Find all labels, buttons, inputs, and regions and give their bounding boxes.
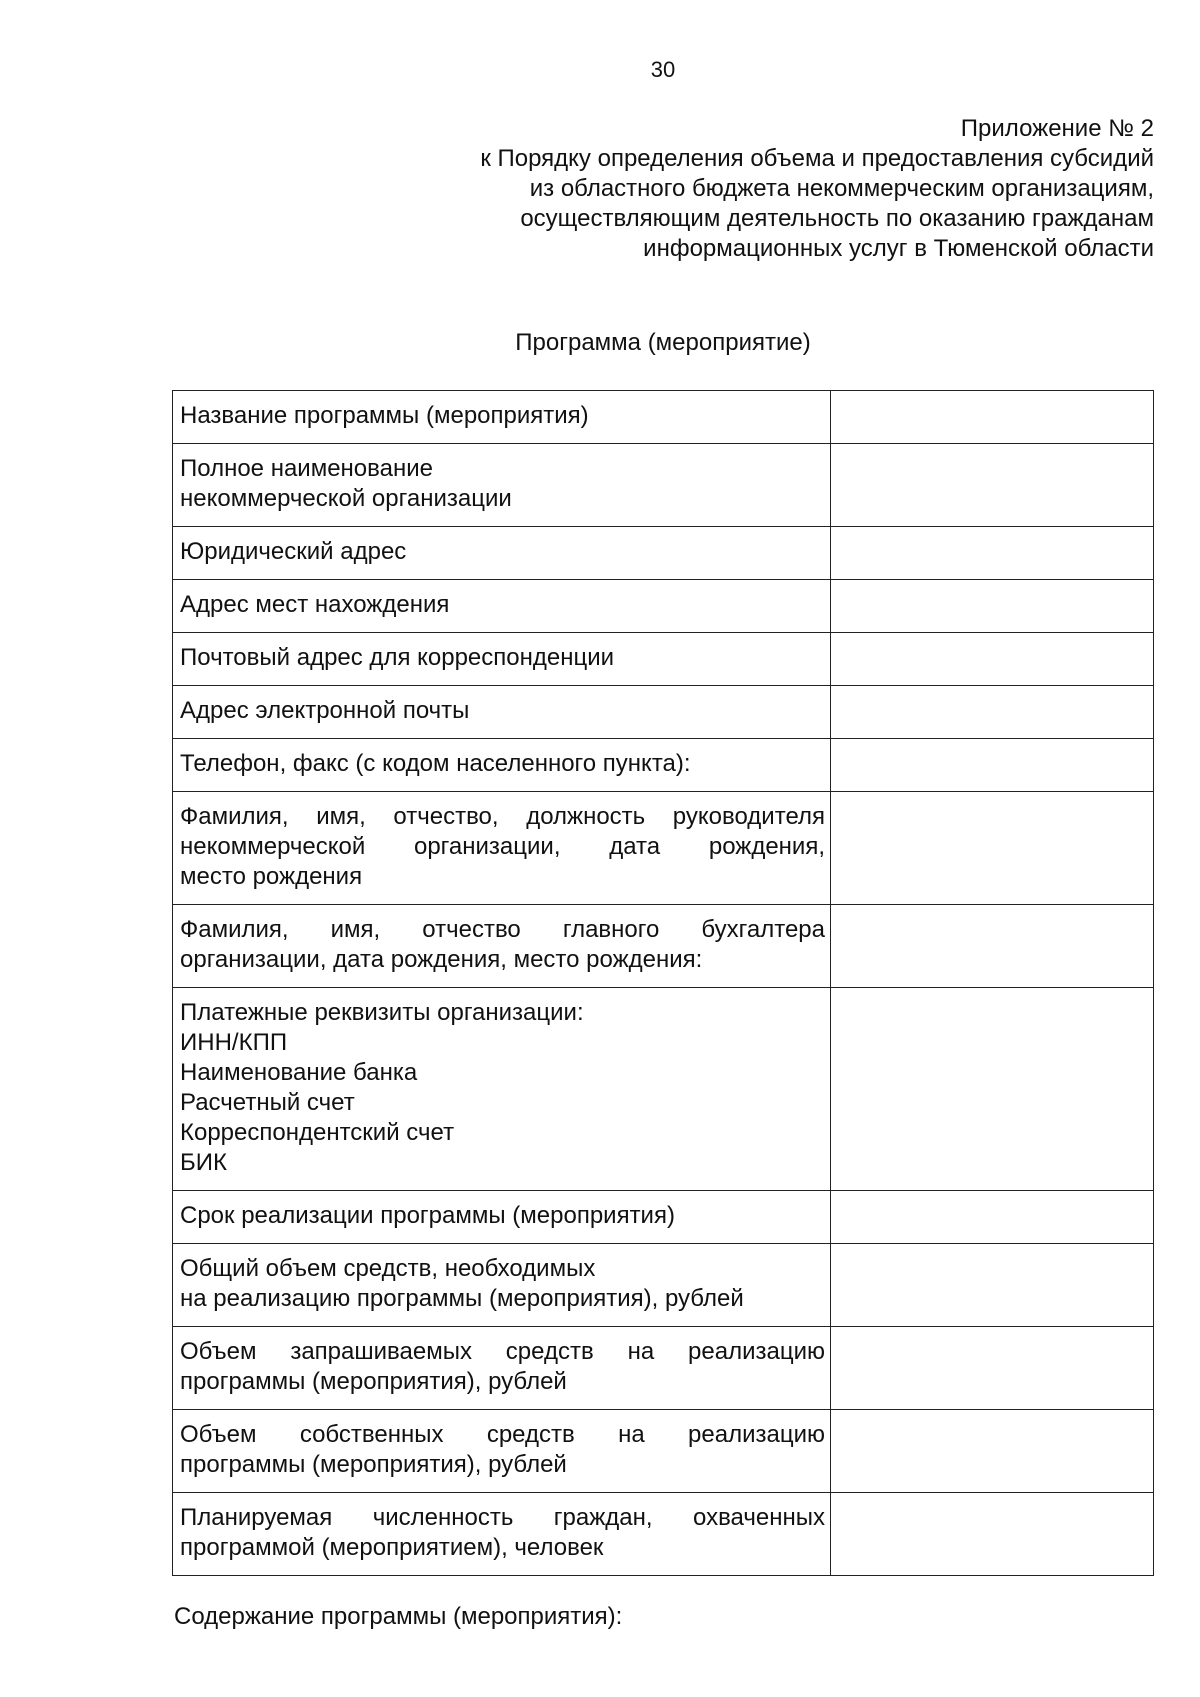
row-label — [173, 527, 831, 580]
row-value-cell[interactable] — [831, 633, 1154, 686]
row-label-line: Адрес электронной почты — [180, 697, 470, 724]
row-value-cell[interactable] — [831, 391, 1154, 444]
row-value-cell[interactable] — [831, 1410, 1154, 1493]
row-value-cell[interactable] — [831, 686, 1154, 739]
row-label-line: Объем собственных средств на реализацию — [180, 1421, 825, 1448]
row-label-line: программы (мероприятия), рублей — [180, 1368, 567, 1395]
row-label — [173, 988, 831, 1191]
row-value-cell[interactable] — [831, 444, 1154, 527]
row-label-line: организации, дата рождения, место рождения: — [180, 946, 703, 973]
table-row — [173, 1327, 1154, 1410]
row-label — [173, 1327, 831, 1410]
row-label — [173, 391, 831, 444]
row-label-line: Планируемая численность граждан, охваченных — [180, 1504, 825, 1531]
row-value-cell[interactable] — [831, 988, 1154, 1191]
row-label-line: на реализацию программы (мероприятия), рублей — [180, 1285, 744, 1312]
row-label — [173, 792, 831, 905]
row-value-cell[interactable] — [831, 739, 1154, 792]
row-label-line: Название программы (мероприятия) — [180, 402, 589, 429]
table-row — [173, 580, 1154, 633]
row-label — [173, 1410, 831, 1493]
appendix-line: из областного бюджета некоммерческим организациям, — [529, 175, 1154, 202]
appendix-line: к Порядку определения объема и предоставления субсидий — [480, 145, 1154, 172]
row-label — [173, 739, 831, 792]
row-value-cell[interactable] — [831, 580, 1154, 633]
row-label-line: Фамилия, имя, отчество, должность руководителя — [180, 803, 825, 830]
row-label-line: БИК — [180, 1149, 227, 1176]
row-label-line: Платежные реквизиты организации: — [180, 999, 584, 1026]
appendix-header — [314, 114, 1154, 264]
row-label — [173, 444, 831, 527]
table-row — [173, 391, 1154, 444]
table-row — [173, 988, 1154, 1191]
row-value-cell[interactable] — [831, 792, 1154, 905]
page-number: 30 — [650, 57, 676, 82]
row-label-line: программы (мероприятия), рублей — [180, 1451, 567, 1478]
row-label-line: Фамилия, имя, отчество главного бухгалтера — [180, 916, 825, 943]
row-label-line: Объем запрашиваемых средств на реализацию — [180, 1338, 825, 1365]
table-row — [173, 792, 1154, 905]
row-value-cell[interactable] — [831, 1244, 1154, 1327]
appendix-line: информационных услуг в Тюменской области — [643, 235, 1154, 262]
table-row — [173, 444, 1154, 527]
row-label — [173, 1244, 831, 1327]
table-row — [173, 1493, 1154, 1576]
row-value-cell[interactable] — [831, 527, 1154, 580]
appendix-line: осуществляющим деятельность по оказанию гражданам — [520, 205, 1154, 232]
row-label-line: некоммерческой организации — [180, 485, 512, 512]
row-label-line: Корреспондентский счет — [180, 1119, 455, 1146]
row-label — [173, 1493, 831, 1576]
row-label-line: Расчетный счет — [180, 1089, 355, 1116]
row-value-cell[interactable] — [831, 1191, 1154, 1244]
table-row — [173, 527, 1154, 580]
appendix-line: Приложение № 2 — [960, 115, 1154, 142]
row-label — [173, 633, 831, 686]
row-value-cell[interactable] — [831, 1327, 1154, 1410]
row-label-line: Полное наименование — [180, 455, 433, 482]
program-info-table — [172, 390, 1154, 1576]
contents-heading: Содержание программы (мероприятия): — [174, 1603, 623, 1630]
row-label — [173, 580, 831, 633]
row-label-line: Юридический адрес — [180, 538, 407, 565]
row-label-line: Наименование банка — [180, 1059, 418, 1086]
table-row — [173, 739, 1154, 792]
row-label — [173, 686, 831, 739]
row-label-line: Телефон, факс (с кодом населенного пункта): — [180, 750, 691, 777]
row-label — [173, 1191, 831, 1244]
row-label-line: Адрес мест нахождения — [180, 591, 450, 618]
row-label-line: Почтовый адрес для корреспонденции — [180, 644, 615, 671]
table-row — [173, 1244, 1154, 1327]
row-label — [173, 905, 831, 988]
row-label-line: некоммерческой организации, дата рождения, — [180, 833, 825, 860]
row-label-line: Срок реализации программы (мероприятия) — [180, 1202, 675, 1229]
row-label-line: программой (мероприятием), человек — [180, 1534, 604, 1561]
document-title: Программа (мероприятие) — [515, 329, 811, 356]
table-row — [173, 686, 1154, 739]
row-value-cell[interactable] — [831, 905, 1154, 988]
row-label-line: Общий объем средств, необходимых — [180, 1255, 596, 1282]
table-row — [173, 1410, 1154, 1493]
row-label-line: ИНН/КПП — [180, 1029, 288, 1056]
row-label-line: место рождения — [180, 863, 363, 890]
table-row — [173, 633, 1154, 686]
table-row — [173, 905, 1154, 988]
row-value-cell[interactable] — [831, 1493, 1154, 1576]
table-row — [173, 1191, 1154, 1244]
